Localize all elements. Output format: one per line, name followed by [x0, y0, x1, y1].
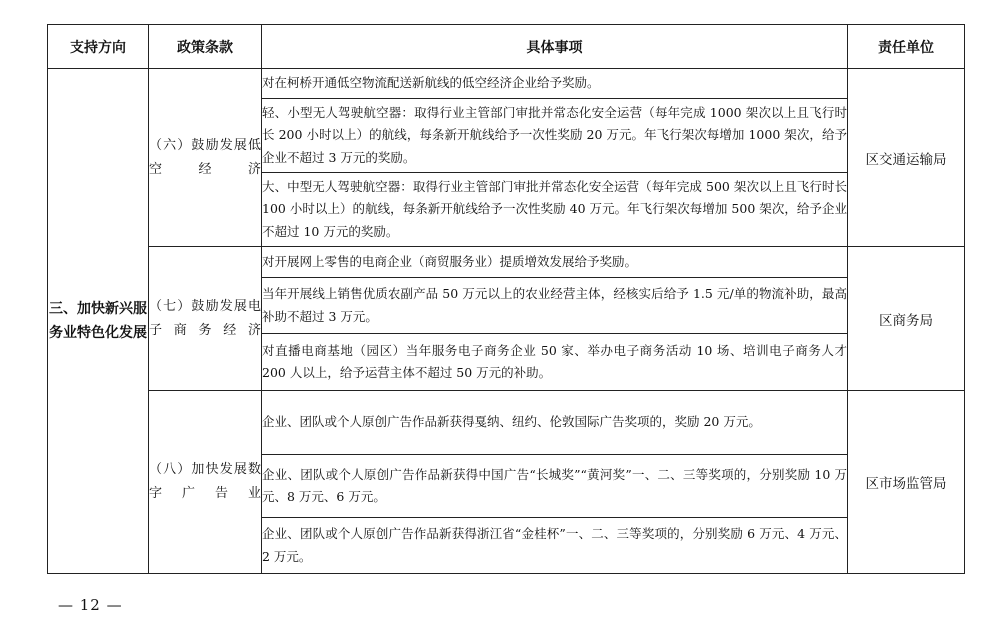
header-row	[48, 25, 965, 69]
page-number: — 12 —	[58, 596, 123, 614]
item-cell: 轻、小型无人驾驶航空器：取得行业主管部门审批并常态化安全运营（每年完成 1000 架次以上且飞行时长 200 小时以上）的航线，每条新开航线给予一次性奖励 20 万元。年飞行架次每增加 1000 架次，给予企业不超过 3 万元的奖励。	[262, 99, 848, 173]
item-cell: 对在柯桥开通低空物流配送新航线的低空经济企业给予奖励。	[262, 69, 848, 99]
unit-transport-bureau: 区交通运输局	[848, 69, 965, 247]
policy-table	[47, 24, 965, 574]
item-cell: 企业、团队或个人原创广告作品新获得浙江省“金桂杯”一、二、三等奖项的，分别奖励 6 万元、4 万元、2 万元。	[262, 518, 848, 574]
item-cell: 大、中型无人驾驶航空器：取得行业主管部门审批并常态化安全运营（每年完成 500 架次以上且飞行时长 100 小时以上）的航线，每条新开航线给予一次性奖励 40 万元。年飞行架次每增加 500 架次，给予企业不超过 10 万元的奖励。	[262, 173, 848, 247]
item-cell: 对直播电商基地（园区）当年服务电子商务企业 50 家、举办电子商务活动 10 场、培训电子商务人才 200 人以上，给予运营主体不超过 50 万元的补助。	[262, 334, 848, 391]
clause-digital-ads: （八）加快发展数字广告业	[149, 391, 262, 574]
clause-ecommerce: （七）鼓励发展电子商务经济	[149, 247, 262, 391]
item-cell: 当年开展线上销售优质农副产品 50 万元以上的农业经营主体，经核实后给予 1.5 元/单的物流补助，最高补助不超过 3 万元。	[262, 278, 848, 334]
header-clause: 政策条款	[149, 25, 262, 69]
item-cell: 对开展网上零售的电商企业（商贸服务业）提质增效发展给予奖励。	[262, 247, 848, 278]
item-cell: 企业、团队或个人原创广告作品新获得中国广告“长城奖”“黄河奖”一、二、三等奖项的，分别奖励 10 万元、8 万元、6 万元。	[262, 455, 848, 518]
table-row	[48, 247, 965, 278]
item-cell: 企业、团队或个人原创广告作品新获得戛纳、纽约、伦敦国际广告奖项的，奖励 20 万元。	[262, 391, 848, 455]
support-direction: 三、加快新兴服务业特色化发展	[48, 69, 149, 574]
unit-commerce-bureau: 区商务局	[848, 247, 965, 391]
header-unit: 责任单位	[848, 25, 965, 69]
header-direction: 支持方向	[48, 25, 149, 69]
header-details: 具体事项	[262, 25, 848, 69]
clause-low-altitude: （六）鼓励发展低空经济	[149, 69, 262, 247]
unit-market-supervision: 区市场监管局	[848, 391, 965, 574]
table-row	[48, 69, 965, 99]
table-row	[48, 391, 965, 455]
